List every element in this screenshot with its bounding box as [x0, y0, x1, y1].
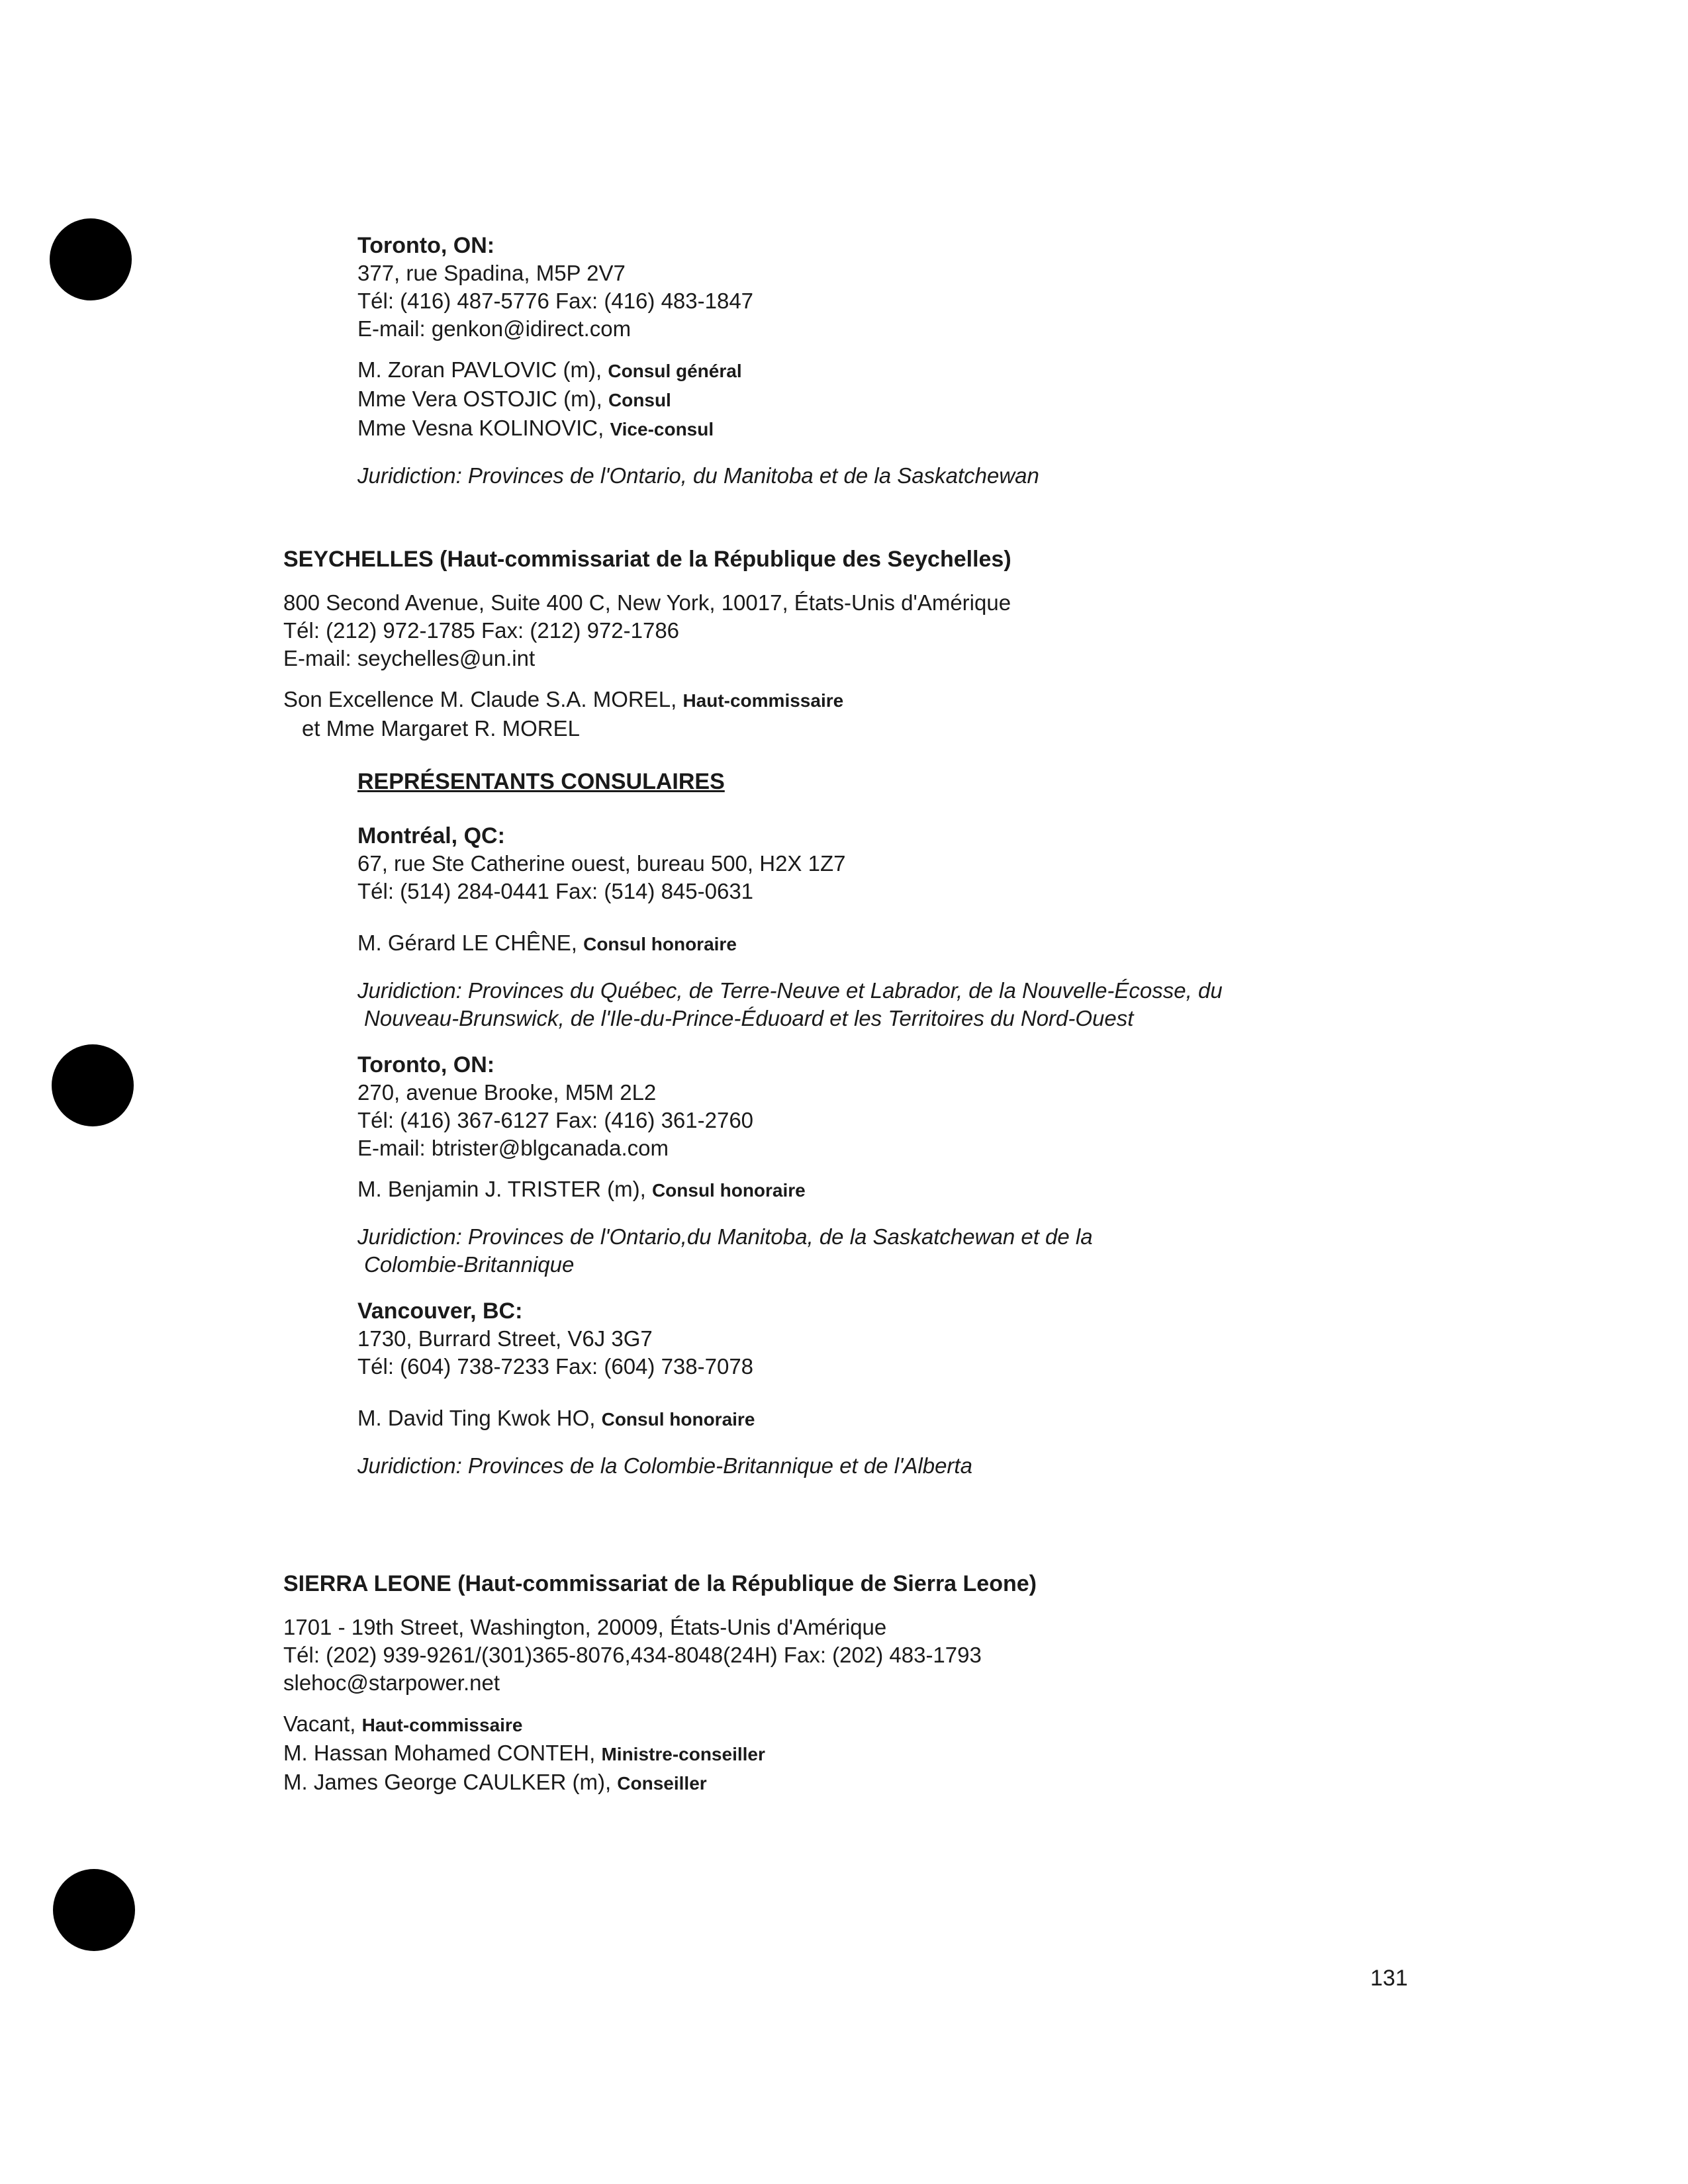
staff-line	[357, 385, 1039, 414]
phone-fax: Tél: (604) 738-7233 Fax: (604) 738-7078	[357, 1354, 754, 1379]
city-heading: Montréal, QC:	[357, 823, 505, 848]
punch-hole-middle	[52, 1044, 134, 1126]
seychelles-section	[283, 545, 1011, 743]
staff-name: Mme Vesna KOLINOVIC,	[357, 416, 610, 440]
address: 800 Second Avenue, Suite 400 C, New York, 10017, États-Unis d'Amérique	[283, 590, 1011, 615]
jurisdiction: Juridiction: Provinces de la Colombie-Britannique et de l'Alberta	[357, 1453, 972, 1478]
phone-fax: Tél: (212) 972-1785 Fax: (212) 972-1786	[283, 618, 680, 643]
staff-line	[357, 414, 1039, 443]
staff-role: Ministre-conseiller	[601, 1744, 765, 1764]
phone-fax: Tél: (202) 939-9261/(301)365-8076,434-8048(24H) Fax: (202) 483-1793	[283, 1643, 982, 1667]
staff-line	[283, 1739, 1037, 1768]
staff-name: M. Benjamin J. TRISTER (m),	[357, 1177, 652, 1201]
punch-hole-bottom	[53, 1869, 135, 1951]
head-of-mission	[283, 686, 1011, 715]
staff-role: Consul honoraire	[601, 1409, 755, 1430]
email: slehoc@starpower.net	[283, 1670, 500, 1695]
punch-hole-top	[50, 218, 132, 300]
spouse: et Mme Margaret R. MOREL	[302, 716, 580, 741]
jurisdiction: Colombie-Britannique	[364, 1252, 575, 1277]
staff-line	[357, 1175, 1223, 1205]
phone-fax: Tél: (416) 367-6127 Fax: (416) 361-2760	[357, 1108, 754, 1132]
staff-line	[283, 1710, 1037, 1739]
staff-role: Consul honoraire	[583, 934, 737, 954]
address: 270, avenue Brooke, M5M 2L2	[357, 1080, 657, 1105]
consular-representatives	[357, 768, 1223, 1480]
staff-name: M. James George CAULKER (m),	[283, 1770, 618, 1794]
staff-line	[283, 1768, 1037, 1797]
staff-name: M. David Ting Kwok HO,	[357, 1406, 602, 1430]
email: E-mail: genkon@idirect.com	[357, 316, 632, 341]
city-heading: Toronto, ON:	[357, 1052, 495, 1077]
staff-role: Haut-commissaire	[682, 690, 844, 711]
consular-heading: REPRÉSENTANTS CONSULAIRES	[357, 769, 725, 794]
staff-role: Consul honoraire	[651, 1180, 806, 1201]
country-heading: SIERRA LEONE (Haut-commissariat de la République de Sierra Leone)	[283, 1571, 1037, 1596]
toronto-consulate-block	[357, 232, 1039, 490]
address: 377, rue Spadina, M5P 2V7	[357, 261, 626, 285]
staff-name: Vacant,	[283, 1711, 362, 1736]
staff-name: M. Hassan Mohamed CONTEH,	[283, 1741, 602, 1765]
jurisdiction: Juridiction: Provinces de l'Ontario, du Manitoba et de la Saskatchewan	[357, 463, 1039, 488]
staff-line	[357, 1404, 1223, 1433]
staff-line	[357, 929, 1223, 958]
jurisdiction: Nouveau-Brunswick, de l'Ile-du-Prince-Éduoard et les Territoires du Nord-Ouest	[364, 1006, 1134, 1030]
country-heading: SEYCHELLES (Haut-commissariat de la République des Seychelles)	[283, 547, 1011, 572]
staff-role: Haut-commissaire	[361, 1715, 523, 1735]
page-number: 131	[1370, 1966, 1408, 1991]
staff-role: Consul	[608, 390, 671, 410]
staff-name: M. Gérard LE CHÊNE,	[357, 931, 584, 955]
jurisdiction: Juridiction: Provinces de l'Ontario,du Manitoba, de la Saskatchewan et de la	[357, 1224, 1093, 1249]
staff-line	[357, 356, 1039, 385]
staff-role: Consul général	[608, 361, 742, 381]
staff-name: Mme Vera OSTOJIC (m),	[357, 387, 608, 411]
city-heading: Vancouver, BC:	[357, 1298, 523, 1324]
address: 67, rue Ste Catherine ouest, bureau 500, H2X 1Z7	[357, 851, 846, 876]
staff-name: Son Excellence M. Claude S.A. MOREL,	[283, 687, 683, 711]
sierra-leone-section	[283, 1570, 1037, 1797]
email: E-mail: btrister@blgcanada.com	[357, 1136, 669, 1160]
address: 1730, Burrard Street, V6J 3G7	[357, 1326, 653, 1351]
city-heading: Toronto, ON:	[357, 233, 495, 258]
staff-name: M. Zoran PAVLOVIC (m),	[357, 357, 608, 382]
jurisdiction: Juridiction: Provinces du Québec, de Terre-Neuve et Labrador, de la Nouvelle-Écosse, du	[357, 978, 1223, 1003]
address: 1701 - 19th Street, Washington, 20009, États-Unis d'Amérique	[283, 1615, 887, 1639]
staff-role: Conseiller	[617, 1773, 707, 1794]
email: E-mail: seychelles@un.int	[283, 646, 536, 670]
staff-role: Vice-consul	[610, 419, 714, 439]
phone-fax: Tél: (416) 487-5776 Fax: (416) 483-1847	[357, 289, 754, 313]
phone-fax: Tél: (514) 284-0441 Fax: (514) 845-0631	[357, 879, 754, 903]
